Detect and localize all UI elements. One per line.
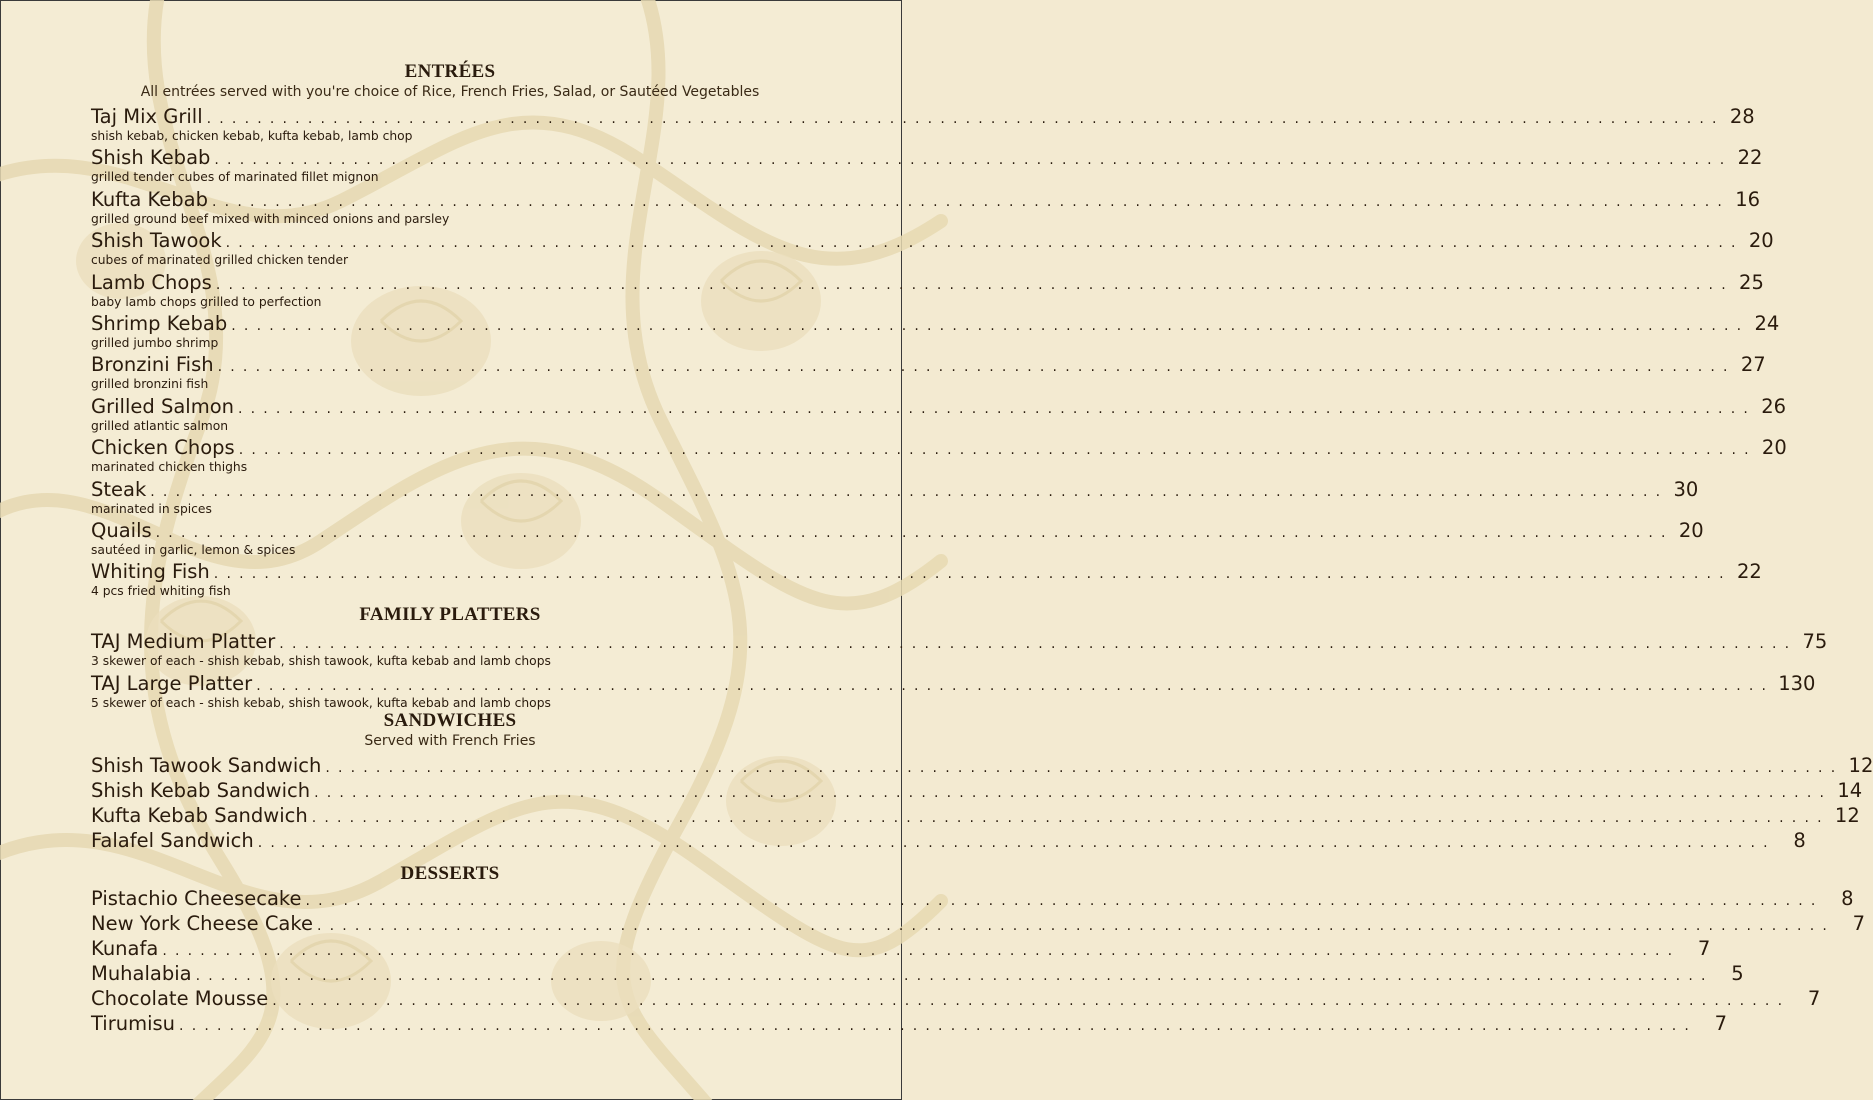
menu-item-name: Chicken Chops	[91, 436, 235, 460]
menu-item-description: cubes of marinated grilled chicken tender	[91, 253, 349, 268]
menu-item-name: TAJ Medium Platter	[91, 629, 276, 653]
menu-item-name: Grilled Salmon	[91, 394, 234, 418]
entrees-menu-item	[91, 353, 1766, 394]
desserts-menu-item	[91, 912, 1866, 937]
menu-item-name: Kufta Kebab	[91, 187, 209, 211]
menu-item-description: marinated chicken thighs	[91, 460, 248, 475]
menu-item-line	[91, 311, 1780, 338]
menu-item-line	[91, 105, 1755, 131]
menu-item-line	[91, 353, 1766, 379]
dot-leader: ........................................................................................................................	[195, 968, 1714, 985]
menu-item-description: 5 skewer of each - shish kebab, shish tawook, kufta kebab and lamb chops	[91, 695, 551, 710]
menu-item-description: 4 pcs fried whiting fish	[91, 584, 231, 599]
menu-item-name: Shish Tawook Sandwich	[91, 753, 322, 777]
menu-item-name: Shish Kebab	[91, 146, 211, 170]
menu-item-name: Muhalabia	[91, 962, 192, 986]
entrees-title: ENTRÉES	[404, 61, 496, 82]
menu-item-name: Quails	[91, 518, 152, 542]
menu-item-price: 8	[1841, 887, 1854, 911]
menu-item-line	[91, 887, 1854, 913]
family-platters-title: FAMILY PLATTERS	[359, 603, 541, 625]
menu-item-price: 24	[1754, 311, 1780, 335]
dot-leader: ........................................................................................................................	[325, 759, 1844, 776]
entrees-section	[91, 61, 1787, 602]
menu-item-price: 28	[1729, 105, 1755, 128]
entrees-menu-item	[91, 105, 1755, 146]
menu-item-name: Shrimp Kebab	[91, 311, 228, 335]
dot-leader: ........................................................................................................................	[215, 276, 1734, 293]
menu-item-line	[91, 629, 1828, 656]
menu-item-price: 30	[1673, 477, 1699, 501]
entrees-menu-item	[91, 229, 1774, 270]
desserts-title: DESSERTS	[400, 863, 500, 885]
dot-leader: ........................................................................................................................	[217, 359, 1736, 376]
sandwiches-menu-item	[91, 753, 1873, 779]
menu-item-price: 7	[1697, 937, 1711, 961]
menu-item-description: grilled tender cubes of marinated fillet mignon	[91, 170, 379, 185]
menu-item-name: Steak	[91, 477, 147, 501]
entrees-menu-item	[91, 394, 1787, 436]
menu-item-price: 14	[1837, 778, 1863, 802]
menu-item-price: 16	[1735, 187, 1761, 211]
menu-item-name: Lamb Chops	[91, 270, 212, 294]
dot-leader: ........................................................................................................................	[179, 1018, 1698, 1035]
menu-item-line	[91, 270, 1764, 297]
entrees-subtitle: All entrées served with you're choice of Rice, French Fries, Salad, or Sautéed Vegetables	[140, 84, 760, 100]
dot-leader: ........................................................................................................................	[237, 400, 1757, 417]
sandwiches-title: SANDWICHES	[383, 709, 517, 731]
menu-item-description: grilled jumbo shrimp	[91, 335, 219, 350]
dot-leader: ........................................................................................................................	[225, 235, 1744, 252]
sandwiches-section	[91, 709, 1873, 855]
menu-item-price: 20	[1678, 518, 1704, 542]
dot-leader: ........................................................................................................................	[279, 635, 1798, 652]
entrees-menu-item	[91, 436, 1787, 477]
menu-item-name: Kunafa	[91, 937, 159, 961]
dot-leader: ........................................................................................................................	[162, 943, 1681, 960]
entrees-menu-item	[91, 146, 1763, 187]
desserts-section	[91, 863, 1866, 1037]
dot-leader: ........................................................................................................................	[206, 111, 1725, 127]
menu-item-price: 75	[1802, 629, 1828, 653]
menu-item-name: Pistachio Cheesecake	[91, 887, 302, 911]
menu-item-description: marinated in spices	[91, 501, 212, 516]
entrees-menu-item	[91, 270, 1764, 312]
dot-leader: ........................................................................................................................	[257, 835, 1776, 852]
dot-leader: ........................................................................................................................	[256, 677, 1775, 694]
menu-item-price: 12	[1834, 804, 1860, 828]
menu-item-price: 26	[1761, 394, 1787, 418]
sandwiches-menu-item	[91, 778, 1863, 804]
menu-item-price: 25	[1739, 270, 1764, 294]
desserts-menu-item	[91, 937, 1711, 962]
dot-leader: ........................................................................................................................	[311, 810, 1830, 827]
menu-item-line	[91, 671, 1816, 698]
dot-leader: ........................................................................................................................	[155, 524, 1674, 541]
menu-item-line	[91, 229, 1774, 255]
menu-item-price: 12	[1848, 753, 1873, 777]
menu-item-name: TAJ Large Platter	[91, 671, 253, 695]
menu-item-line	[91, 937, 1711, 963]
platters-menu-item	[91, 629, 1828, 672]
menu-item-line	[91, 187, 1761, 214]
menu-item-price: 20	[1761, 436, 1787, 460]
menu-item-price: 8	[1793, 829, 1806, 853]
dot-leader: ........................................................................................................................	[231, 317, 1750, 334]
desserts-menu-item	[91, 1012, 1728, 1037]
menu-item-line	[91, 518, 1704, 545]
entrees-menu-item	[91, 311, 1780, 353]
menu-item-name: New York Cheese Cake	[91, 912, 313, 936]
dot-leader: ........................................................................................................................	[150, 483, 1669, 500]
entrees-menu-item	[91, 477, 1699, 519]
menu-item-description: 3 skewer of each - shish kebab, shish tawook, kufta kebab and lamb chops	[91, 653, 551, 668]
sandwiches-subtitle: Served with French Fries	[364, 732, 536, 749]
menu-item-price: 22	[1737, 146, 1763, 170]
family-platters-section	[91, 603, 1828, 714]
menu-item-price: 27	[1740, 353, 1766, 377]
dot-leader: ........................................................................................................................	[272, 993, 1791, 1010]
dot-leader: ........................................................................................................................	[305, 893, 1824, 910]
entrees-menu-item	[91, 560, 1762, 601]
menu-item-name: Chocolate Mousse	[91, 987, 269, 1011]
menu-item-line	[91, 829, 1806, 855]
menu-item-line	[91, 394, 1787, 421]
menu-item-line	[91, 477, 1699, 504]
menu-item-line	[91, 1012, 1728, 1038]
dot-leader: ........................................................................................................................	[213, 566, 1732, 583]
desserts-menu-item	[91, 887, 1854, 912]
menu-item-name: Whiting Fish	[91, 560, 210, 584]
entrees-menu-item	[91, 187, 1761, 229]
desserts-menu-item	[91, 987, 1821, 1012]
menu-item-line	[91, 804, 1860, 830]
menu-item-description: sautéed in garlic, lemon & spices	[91, 542, 296, 557]
menu-item-line	[91, 560, 1762, 586]
menu-item-line	[91, 912, 1866, 938]
menu-item-description: grilled ground beef mixed with minced onions and parsley	[91, 211, 450, 226]
menu-item-name: Bronzini Fish	[91, 353, 214, 377]
menu-item-name: Shish Tawook	[91, 229, 222, 253]
menu-item-name: Taj Mix Grill	[91, 105, 203, 128]
menu-item-price: 130	[1778, 671, 1816, 695]
menu-item-description: grilled atlantic salmon	[91, 418, 229, 433]
menu-item-line	[91, 436, 1787, 462]
dot-leader: ........................................................................................................................	[238, 442, 1757, 459]
menu-item-price: 5	[1731, 962, 1744, 986]
dot-leader: ........................................................................................................................	[214, 152, 1733, 169]
menu-item-line	[91, 987, 1821, 1013]
menu-item-line	[91, 778, 1863, 805]
dot-leader: ........................................................................................................................	[314, 784, 1833, 801]
dot-leader: ........................................................................................................................	[316, 918, 1836, 935]
menu-item-price: 20	[1748, 229, 1774, 253]
menu-item-price: 7	[1714, 1012, 1728, 1036]
menu-item-description: baby lamb chops grilled to perfection	[91, 294, 322, 309]
sandwiches-menu-item	[91, 804, 1860, 829]
sandwiches-menu-item	[91, 829, 1806, 854]
platters-menu-item	[91, 671, 1816, 714]
menu-content	[91, 61, 1873, 1037]
menu-item-price: 7	[1852, 912, 1866, 936]
menu-item-name: Tirumisu	[91, 1012, 176, 1036]
menu-item-description: grilled bronzini fish	[91, 377, 209, 392]
menu-item-price: 7	[1807, 987, 1821, 1011]
menu-item-line	[91, 753, 1873, 780]
menu-item-price: 22	[1737, 560, 1762, 584]
menu-item-line	[91, 962, 1744, 988]
menu-item-line	[91, 146, 1763, 172]
entrees-menu-item	[91, 518, 1704, 560]
desserts-menu-item	[91, 962, 1744, 987]
dot-leader: ........................................................................................................................	[212, 193, 1731, 210]
menu-item-name: Shish Kebab Sandwich	[91, 778, 311, 802]
menu-item-name: Kufta Kebab Sandwich	[91, 804, 308, 828]
menu-item-name: Falafel Sandwich	[91, 829, 254, 853]
menu-item-description: shish kebab, chicken kebab, kufta kebab, lamb chop	[91, 129, 413, 143]
